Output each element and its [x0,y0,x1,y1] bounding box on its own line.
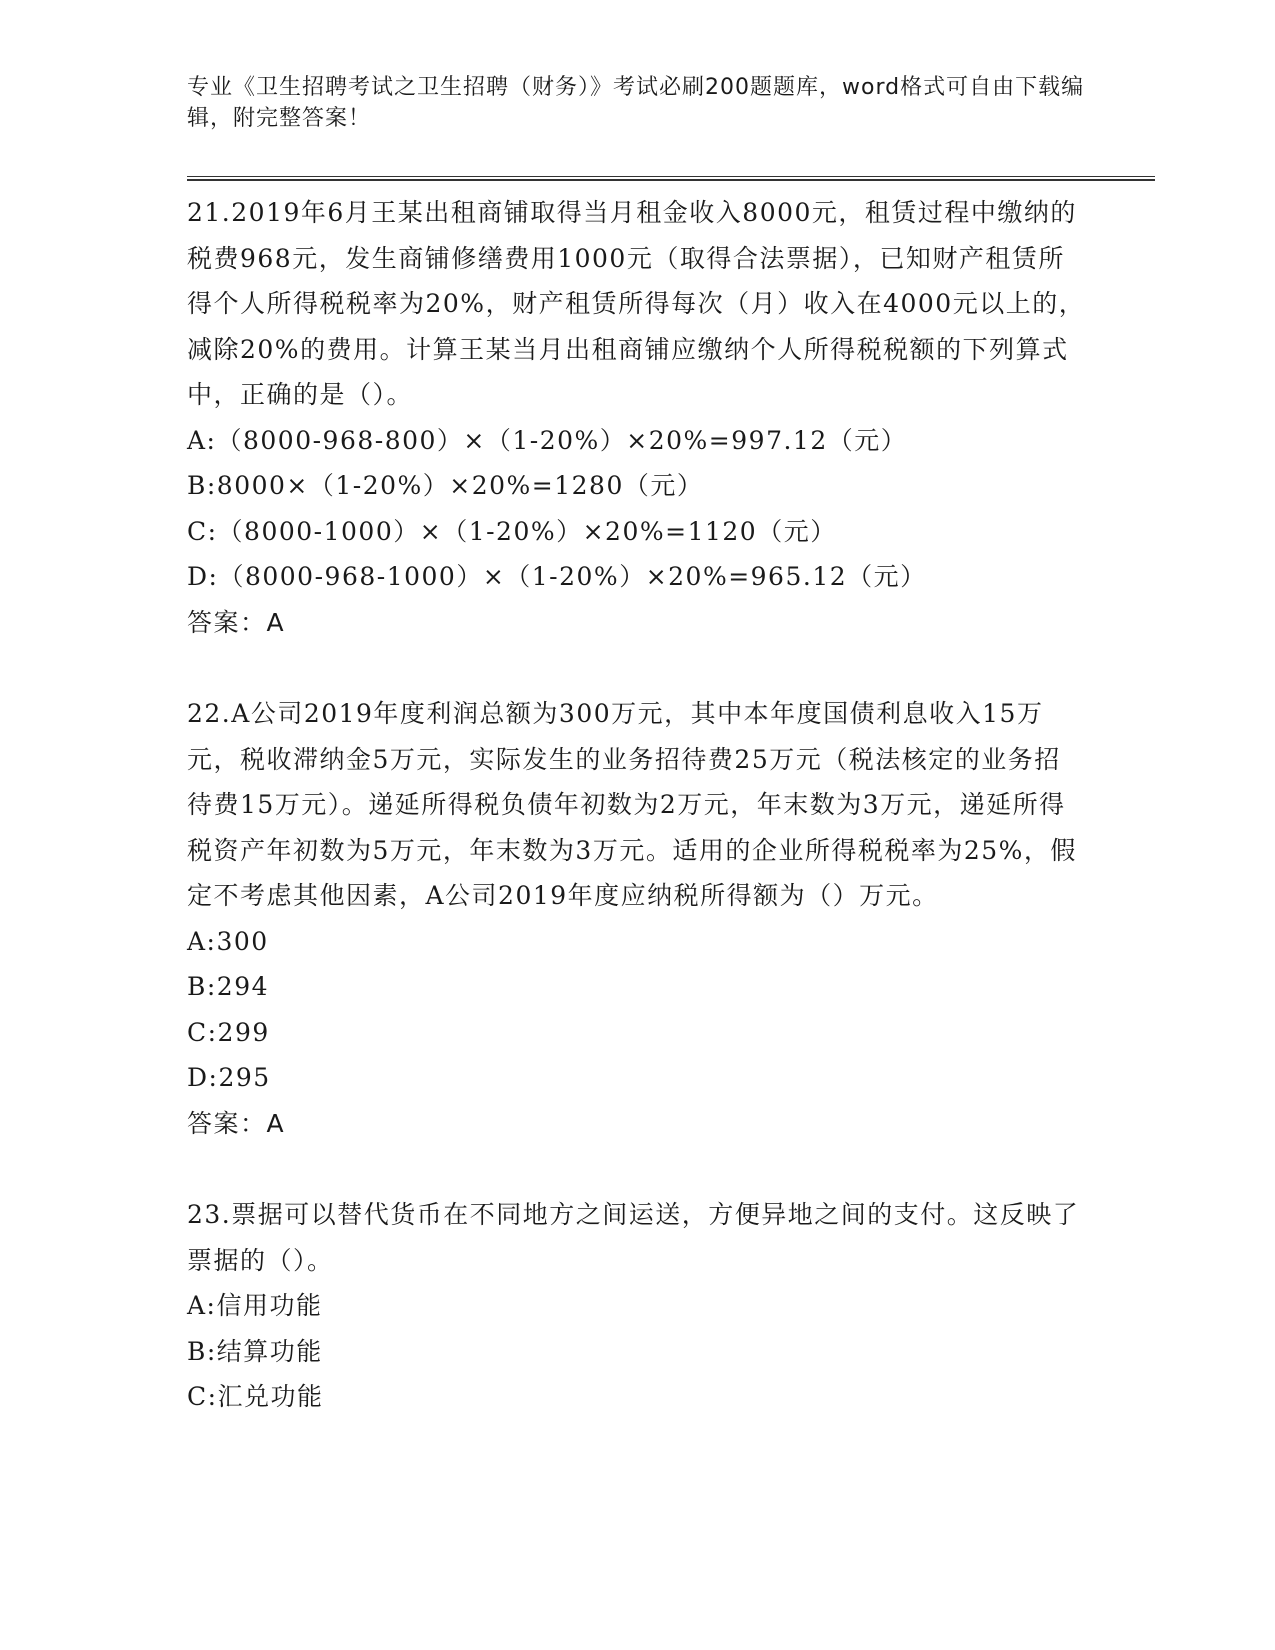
answer-label: 答案：A [187,1108,286,1138]
option-b: B:8000×（1-20%）×20%=1280（元） [187,471,704,500]
option-a: A:（8000-968-800）×（1-20%）×20%=997.12（元） [187,425,908,455]
header-divider [187,176,1155,181]
question-stem: 23.票据可以替代货币在不同地方之间运送，方便异地之间的支付。这反映了票据的（）。 [187,1200,1080,1275]
option-c: C:汇兑功能 [187,1382,324,1411]
option-a: A:300 [187,926,269,956]
question-stem: 22.A公司2019年度利润总额为300万元，其中本年度国债利息收入15万元，税收滞纳金5万元，实际发生的业务招待费25万元（税法核定的业务招待费15万元）。递延所得税负债年初数为2万元，年末数为3万元，递延所得税资产年初数为5万元，年末数为3万元。适用的企业所得税税率为25%，假定不考虑其他因素，A公司2019年度应纳税所得额为（）万元。 [187,699,1077,910]
document-header: 专业《卫生招聘考试之卫生招聘（财务）》考试必刷200题题库，word格式可自由下载编辑，附完整答案！ [187,75,1085,131]
option-b: B:结算功能 [187,1336,323,1366]
option-a: A:信用功能 [187,1291,323,1320]
question-stem: 21.2019年6月王某出租商铺取得当月租金收入8000元，租赁过程中缴纳的税费968元，发生商铺修缮费用1000元（取得合法票据），已知财产租赁所得个人所得税税率为20%，财产租赁所得每次（月）收入在4000元以上的，减除20%的费用。计算王某当月出租商铺应缴纳个人所得税税额的下列算式中，正确的是（）。 [187,198,1086,409]
question-22 [187,691,1087,1146]
option-d: D:295 [187,1063,271,1092]
question-21 [187,190,1087,645]
option-d: D:（8000-968-1000）×（1-20%）×20%=965.12（元） [187,562,927,591]
question-23 [187,1192,1087,1420]
option-c: C:299 [187,1017,270,1047]
question-list [187,190,1087,1466]
answer-label: 答案：A [187,607,286,637]
option-b: B:294 [187,972,270,1001]
option-c: C:（8000-1000）×（1-20%）×20%=1120（元） [187,516,837,546]
